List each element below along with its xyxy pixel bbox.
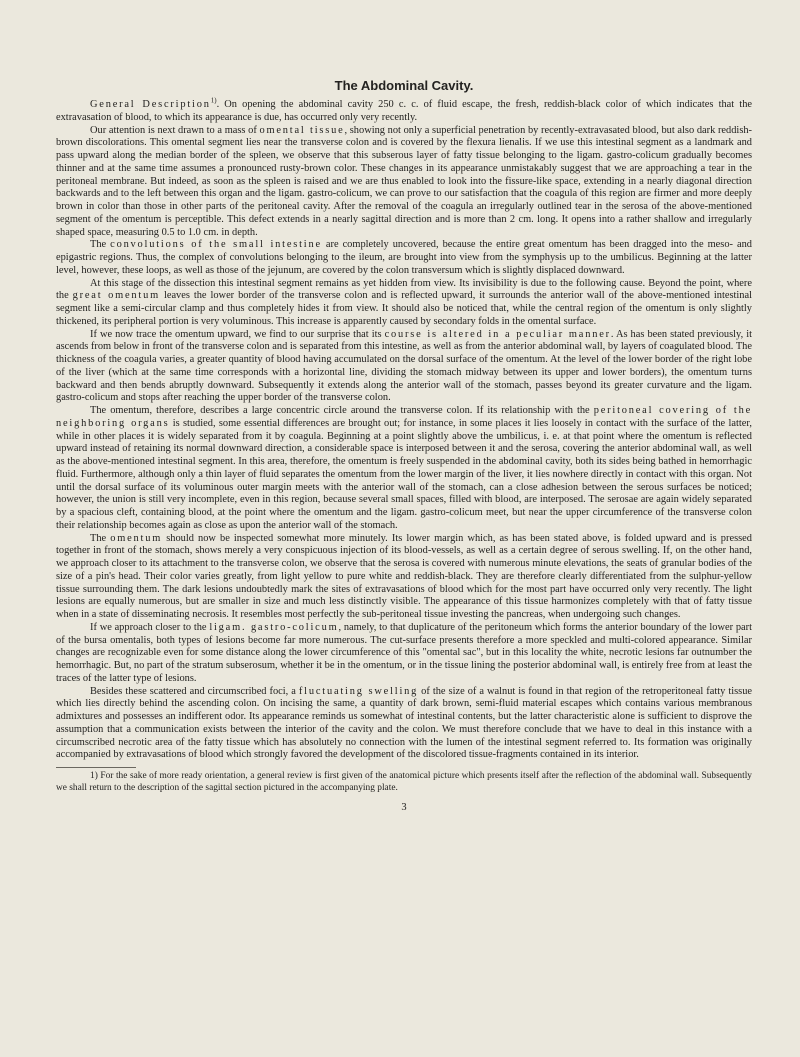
footnote-divider — [56, 767, 136, 768]
emphasized-term: peritoneal covering of the neighboring organs — [56, 405, 752, 429]
emphasized-term: great omentum — [72, 290, 160, 302]
paragraph-3 — [56, 239, 752, 277]
paragraph-lead: General Description — [90, 99, 211, 110]
paragraph-text: At this stage of the dissection this intestinal segment remains as yet hidden from view. Its invisibility is due to the following cause. Beyond the point, where the — [56, 277, 752, 302]
paragraph-text: . As has been stated previously, it ascends from below in front of the transverse colon and is separated from this intestine, as well as from the anterior abdominal wall, by layers of coagulated blood. The thickness of the coagula varies, a greater quantity of blood having accumulated on the dorsal surface of the omentum. At the level of the lower border of the right lobe of the liver (which at the same time corresponds with a horizontal line, dividing the stomach midway between its upper and lower borders), the omentum turns backward and then bends abruptly downward. Subsequently it extends along the anterior wall of the stomach, passes beyond its greater curvature and the ligam. gastro-colicum and stops after reaching the upper border of the transverse colon. — [56, 328, 752, 404]
paragraph-8 — [56, 622, 752, 686]
paragraph-text: Our attention is next drawn to a mass of — [90, 124, 260, 136]
footnote: 1) For the sake of more ready orientation, a general review is first given of the anatomical picture which presents itself after the reflection of the abdominal wall. Subsequently we shall return to the description of the sagittal section pictured in the accompanying plate. — [56, 771, 752, 793]
footnote-mark: 1) — [210, 96, 217, 105]
page-number: 3 — [401, 802, 407, 813]
paragraph-text: The omentum, therefore, describes a large concentric circle around the transverse colon. If its relationship with the — [90, 405, 594, 416]
emphasized-term: omentum — [110, 532, 163, 544]
emphasized-term: fluctuating swelling — [298, 685, 419, 697]
paragraph-2 — [56, 125, 752, 240]
paragraph-text: , namely, to that duplicature of the peritoneum which forms the anterior boundary of the lower part of the bursa omentalis, both types of lesions become far more numerous. The cut-surface presents therefore a more speckled and multi-colored appearance. Similar changes are recognizable even for some distance along the lower circumference of this "omental sac", but in this locality the white, necrotic lesions far outnumber the hemorrhagic. But, no part of the stratum subserosum, whether it be in the omentum, or in the tissue lining the posterior abdominal wall, is entirely free from at least the traces of the latter type of lesions. — [56, 621, 753, 684]
paragraph-text: If we now trace the omentum upward, we find to our surprise that its — [90, 328, 385, 340]
paragraph-text: are completely uncovered, because the entire great omentum has been dragged into the meso- and epigastric regions. Thus, the complex of convolutions belonging to the ileum, are brought into view from the symphysis up to the umbilicus. Beginning at the latter level, however, these loops, as well as those of the jejunum, are covered by the colon transversum which is slightly displaced downward. — [56, 239, 752, 276]
paragraph-5 — [56, 329, 752, 406]
paragraph-9 — [56, 686, 752, 763]
paragraph-text: Besides these scattered and circumscribed foci, a — [90, 685, 299, 697]
page-title: The Abdominal Cavity. — [334, 78, 474, 93]
paragraph-4 — [56, 278, 752, 329]
paragraph-text: If we approach closer to the — [90, 621, 210, 633]
emphasized-term: course is altered in a peculiar manner — [384, 328, 611, 340]
paragraph-text: leaves the lower border of the transverse colon and is reflected upward, it surrounds the anterior wall of the above-mentioned intestinal segment like a semi-circular clamp and thus completely hides it from view. It should also be noticed that, while the central region of the omentum is only slightly thickened, its peripheral portion is very voluminous. This increase is apparently caused by secondary folds in the omental surface. — [56, 290, 752, 327]
paragraph-text: should now be inspected somewhat more minutely. Its lower margin which, as has been stated above, is folded upward and is pressed together in front of the stomach, shows merely a very conspicuous injection of its blood-vessels, as well as a certain degree of serous swelling. If, on the other hand, we approach closer to its attachment to the transverse colon, we observe that the serosa is covered with numerous minute elevations, the seats of granular bodies of the size of a pin's head. Their color varies greatly, from light yellow to pure white and reddish-black. They are therefore clearly differentiated from the sulphur-yellow tissue surrounding them. The dark lesions undoubtedly mark the sites of extravasations of blood which for the most part have occurred only very recently. The light lesions are equally numerous, but are smaller in size and much less distinctly visible. The appearance of this tissue harmonizes completely with that of fatty tissue when in a state of disseminating necrosis. It resembles most perfectly the sub-peritoneal tissue investing the pancreas, when undergoing such changes. — [56, 532, 752, 620]
paragraph-text: The — [90, 239, 111, 251]
paragraph-7 — [56, 533, 752, 622]
paragraph-text: , showing not only a superficial penetration by recently-extravasated blood, but also dark reddish-brown discolorations. This omental segment lies near the transverse colon and is covered by the flexura lienalis. If we use this intestinal segment as a landmark and pass upward along the median border of the spleen, we observe that this subserous layer of fatty tissue belonging to the ligam. gastro-colicum gradually becomes thinner and at the same time assumes a pronounced rusty-brown color. These changes in its appearance unmistakably suggest that we are approaching a tear in the peritoneal membrane. But indeed, as soon as the spleen is raised and we are thus enabled to look into the fissure-like space, extending in a nearly diagonal direction backwards and to the left between this organ and the ligam. gastro-colicum, we can prove to our satisfaction that the coagula of this region are firmer and more deeply brown in color than those in other parts of the peritoneal cavity. After the removal of the coagula an irregularly outlined tear in the serosa of the above-mentioned segment of the omentum is perceptible. This defect extends in a nearly sagittal direction and is more than 2 cm. long. It opens into a rather shallow and irregularly shaped space, measuring 0.5 to 1.0 cm. in depth. — [56, 124, 753, 238]
body-text — [56, 96, 753, 762]
emphasized-term: ligam. gastro-colicum — [209, 621, 339, 633]
paragraph-text: The — [90, 532, 111, 544]
paragraph-text: . On opening the abdominal cavity 250 c. c. of fluid escape, the fresh, reddish-black color of which indicates that the extravasation of blood, to which its appearance is due, has occurred only very recently. — [56, 99, 752, 123]
paragraph-text: of the size of a walnut is found in that region of the retroperitoneal fatty tissue which lies directly behind the ascending colon. On incising the same, a quantity of dark brown, semi-fluid material escapes which contains various membranous admixtures and possesses an indifferent odor. Its appearance reminds us somewhat of intestinal contents, but the latter characteristic alone is sufficient to disprove the assumption that a communication exists between the interior of the cavity and the colon. We must therefore conclude that we have to deal in this instance with a circumscribed necrotic area of the fatty tissue which has absolutely no connection with the lumen of the intestinal segment referred to. Its formation was originally accompanied by extravasations of blood which strongly favored the development of the discolored tissue-fragments contained in its interior. — [56, 685, 753, 761]
emphasized-term: convolutions of the small intestine — [110, 239, 322, 251]
paragraph-1 — [56, 96, 752, 125]
emphasized-term: omental tissue — [259, 124, 345, 136]
paragraph-text: is studied, some essential differences are brought out; for instance, in some places it lies loosely in contact with the surface of the latter, while in other places it is widely separated from it by coagula. Beginning at a point slightly above the umbilicus, i. e. at that point where the omentum is reflected upward instead of retaining its normal downward direction, a considerable space is interposed between it and the serosa, covering the anterior abdominal wall, as well as the above-mentioned intestinal segment. In this area, therefore, the omentum is freely suspended in the abdominal cavity, both its sides being bathed in hemorrhagic fluid. Furthermore, although only a thin layer of fluid separates the omentum from the lower margin of the liver, it lies nowhere directly in contact with this organ. Not until the dorsal surface of its voluminous outer margin meets with the anterior wall of the stomach, can a close adhesion between the serous surfaces be noticed; however, the union is still very incomplete, even in this region, because several small spaces, filled with blood, are interposed. The serosae are again widely separated by a spacious cleft, containing blood, at the point where the omentum and the ligam. gastro-colicum meet, but near the upper circumference of the transverse colon their relationship becomes again as close as upon the anterior wall of the stomach. — [56, 417, 752, 531]
paragraph-6 — [56, 405, 752, 533]
